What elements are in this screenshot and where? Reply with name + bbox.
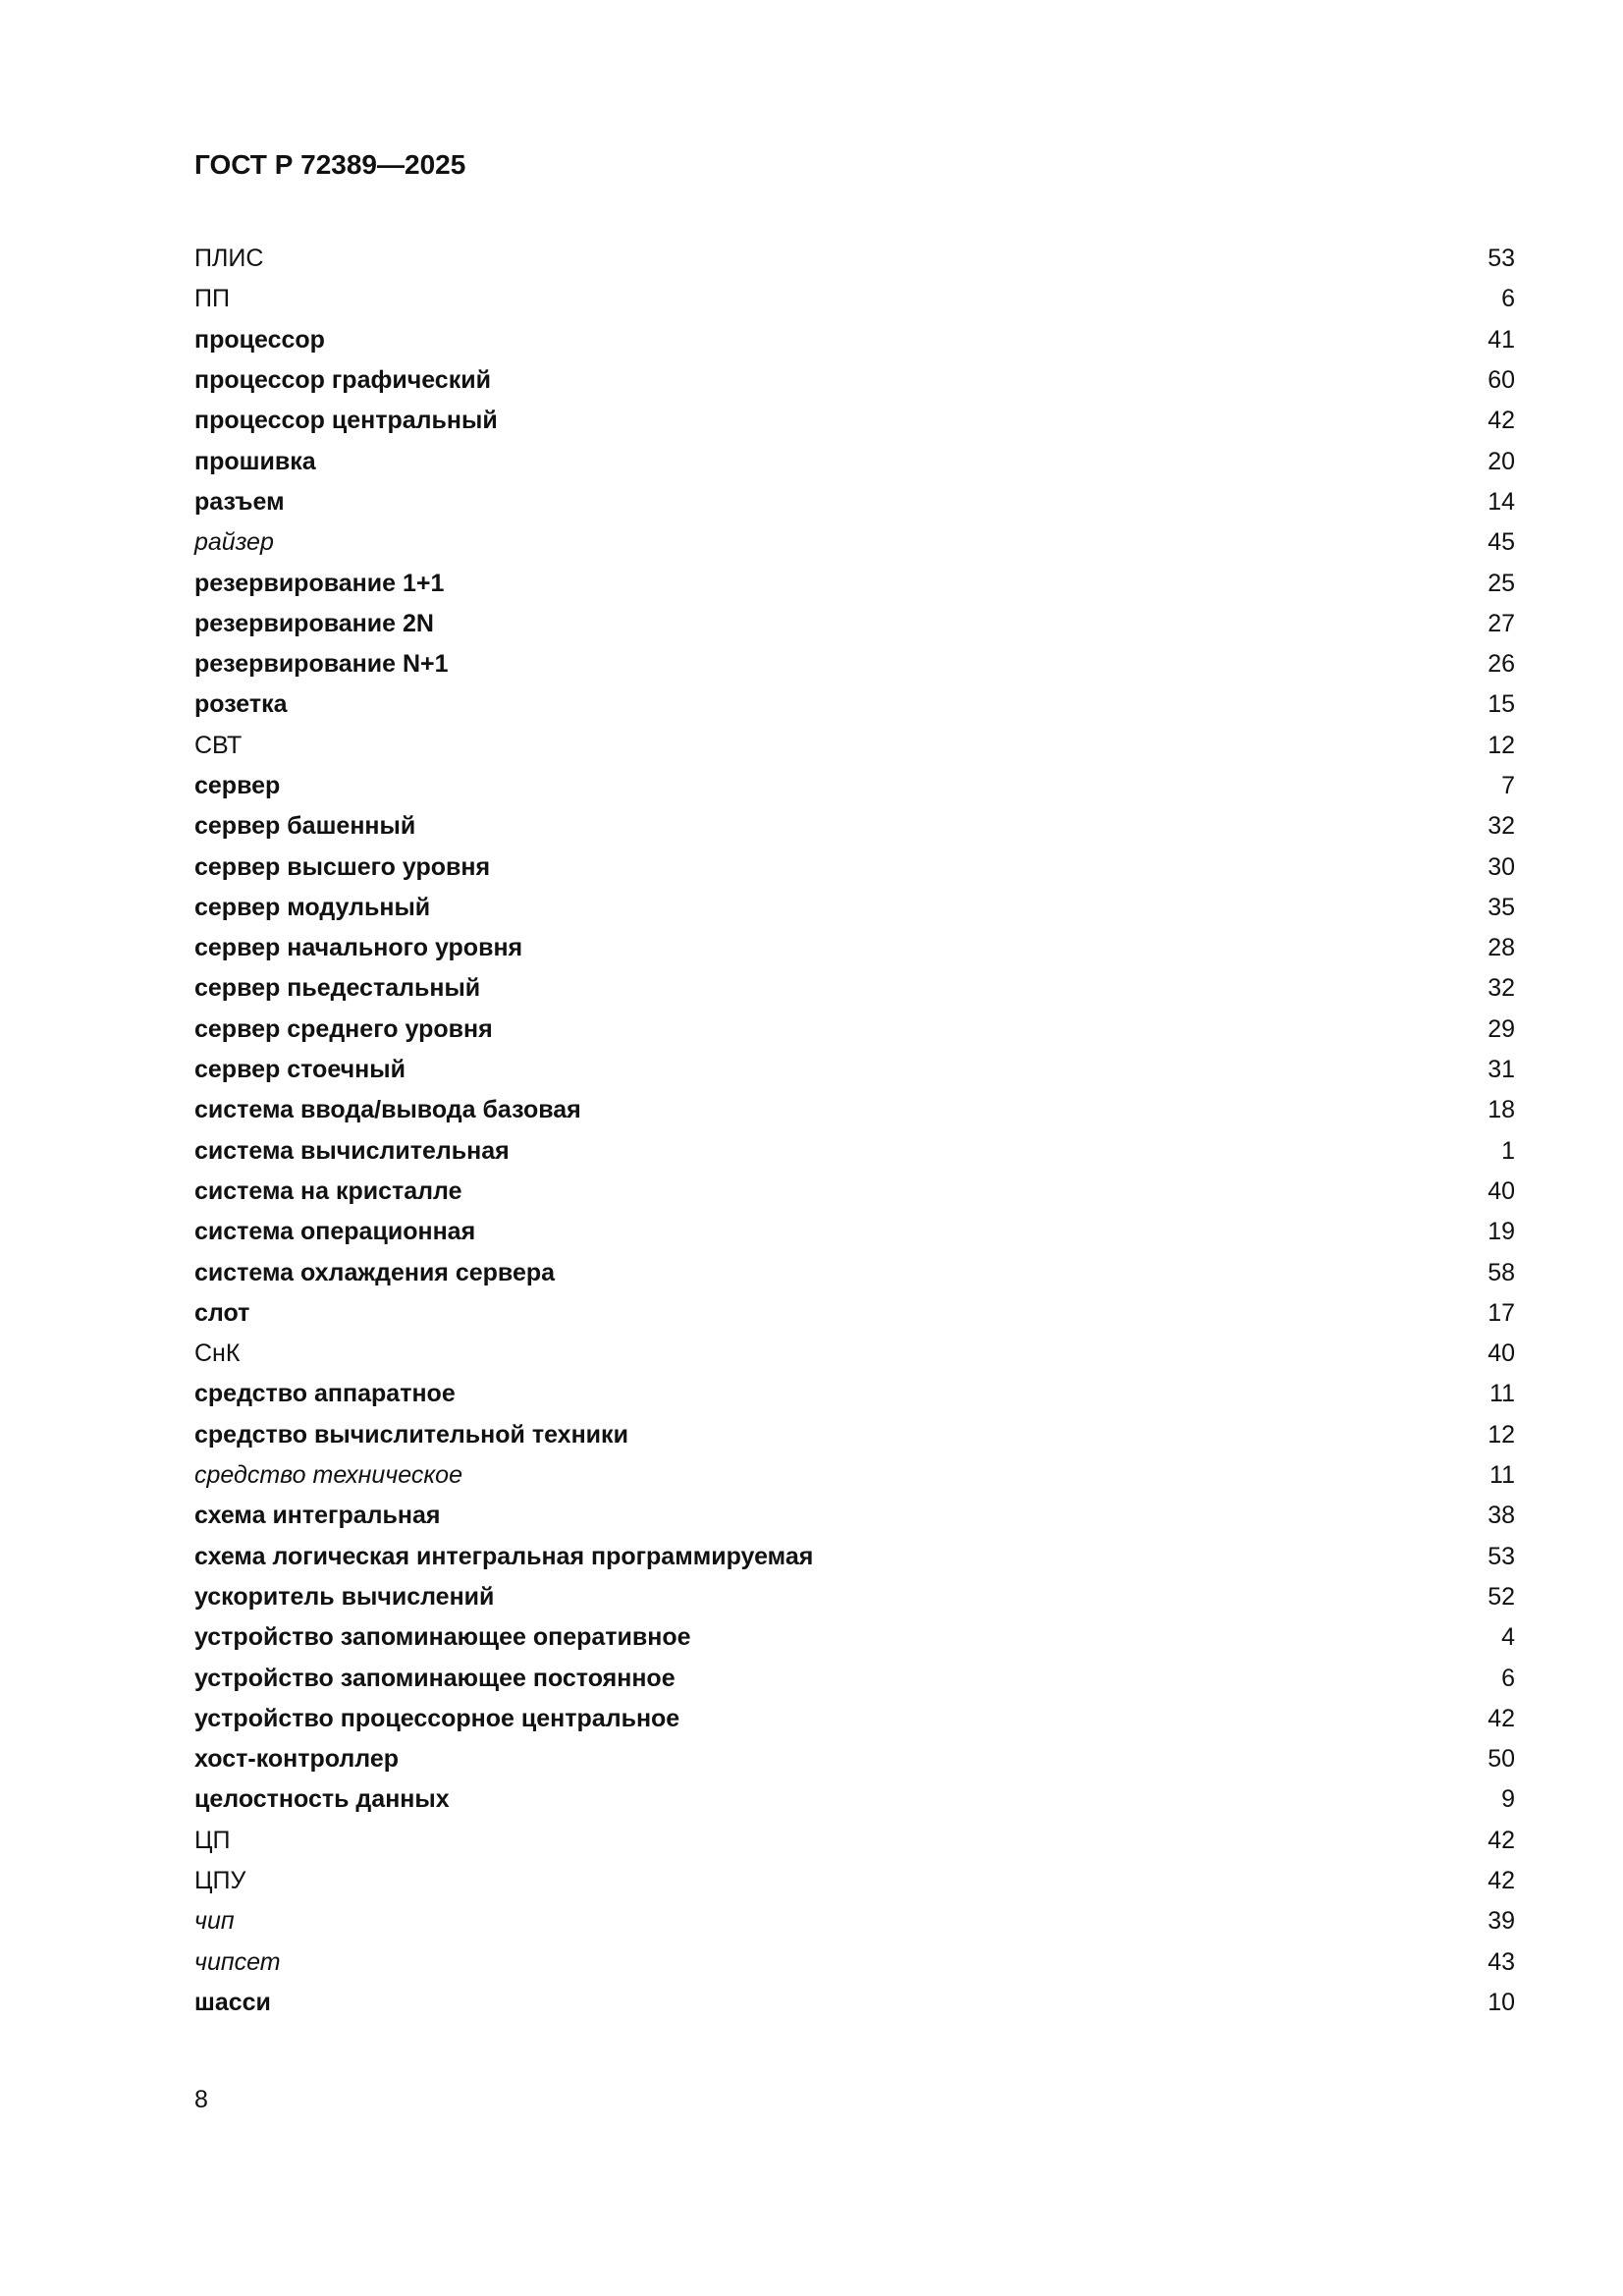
index-entry [194, 320, 1515, 360]
index-entry [194, 1455, 1515, 1496]
index-entry [194, 441, 1515, 481]
index-term: система охлаждения сервера [194, 1258, 556, 1286]
index-term: сервер пьедестальный [194, 974, 481, 1003]
index-entry [194, 1374, 1515, 1414]
index-ref-number: 19 [1488, 1218, 1515, 1246]
index-term: ЦП [194, 1826, 231, 1854]
index-term: средство техническое [194, 1461, 462, 1490]
index-ref-number: 9 [1501, 1785, 1515, 1814]
index-ref-number: 20 [1488, 447, 1515, 475]
index-term: сервер башенный [194, 812, 416, 841]
index-term: сервер начального уровня [194, 934, 523, 962]
index-ref-number: 42 [1488, 1826, 1515, 1854]
index-entry [194, 1658, 1515, 1698]
index-term: сервер [194, 772, 281, 799]
index-term: средство аппаратное [194, 1380, 456, 1408]
index-entry [194, 1010, 1515, 1050]
index-term: чип [194, 1907, 235, 1936]
index-ref-number: 26 [1488, 650, 1515, 679]
index-term: система ввода/вывода базовая [194, 1096, 581, 1124]
index-entry [194, 1779, 1515, 1820]
index-entry [194, 968, 1515, 1009]
index-ref-number: 7 [1501, 772, 1515, 799]
index-entry [194, 401, 1515, 441]
index-term: резервирование N+1 [194, 650, 449, 679]
index-ref-number: 40 [1488, 1339, 1515, 1368]
document-header: ГОСТ Р 72389—2025 [194, 149, 466, 180]
index-entry [194, 1090, 1515, 1130]
index-ref-number: 40 [1488, 1176, 1515, 1205]
index-term: СнК [194, 1339, 241, 1368]
index-term: прошивка [194, 447, 316, 475]
index-entry [194, 604, 1515, 644]
index-term: система на кристалле [194, 1176, 462, 1205]
term-index-list [194, 239, 1515, 2023]
index-entry [194, 684, 1515, 725]
index-entry [194, 928, 1515, 968]
index-entry [194, 1901, 1515, 1941]
index-term: СВТ [194, 731, 243, 759]
index-term: сервер модульный [194, 893, 431, 921]
index-ref-number: 39 [1488, 1907, 1515, 1936]
index-term: резервирование 1+1 [194, 569, 445, 597]
index-term: устройство процессорное центральное [194, 1704, 680, 1732]
index-term: ПП [194, 285, 230, 313]
index-entry [194, 1496, 1515, 1536]
index-term: разъем [194, 487, 285, 516]
index-term: хост-контроллер [194, 1745, 400, 1774]
index-ref-number: 14 [1488, 487, 1515, 516]
index-term: целостность данных [194, 1785, 450, 1814]
index-term: слот [194, 1298, 250, 1327]
index-ref-number: 32 [1488, 974, 1515, 1003]
index-ref-number: 53 [1488, 245, 1515, 273]
index-ref-number: 42 [1488, 407, 1515, 435]
index-entry [194, 888, 1515, 928]
index-ref-number: 11 [1489, 1461, 1515, 1490]
index-entry [194, 806, 1515, 847]
index-term: средство вычислительной техники [194, 1420, 628, 1449]
index-term: ускоритель вычислений [194, 1582, 495, 1611]
index-entry [194, 1821, 1515, 1861]
index-term: райзер [194, 528, 274, 557]
index-entry [194, 1617, 1515, 1658]
index-ref-number: 45 [1488, 528, 1515, 557]
index-term: процессор [194, 325, 325, 354]
index-entry [194, 1131, 1515, 1172]
index-ref-number: 4 [1501, 1623, 1515, 1652]
index-term: розетка [194, 690, 288, 719]
index-entry [194, 1212, 1515, 1252]
index-entry [194, 1699, 1515, 1739]
index-entry [194, 279, 1515, 319]
index-ref-number: 41 [1488, 325, 1515, 354]
index-entry [194, 644, 1515, 684]
index-entry [194, 1334, 1515, 1374]
index-entry [194, 1537, 1515, 1577]
index-entry [194, 1252, 1515, 1292]
index-ref-number: 28 [1488, 934, 1515, 962]
index-entry [194, 726, 1515, 766]
index-ref-number: 42 [1488, 1867, 1515, 1895]
index-ref-number: 52 [1488, 1582, 1515, 1611]
index-entry [194, 766, 1515, 806]
index-entry [194, 563, 1515, 603]
index-entry [194, 482, 1515, 522]
index-term: устройство запоминающее оперативное [194, 1623, 691, 1652]
index-ref-number: 38 [1488, 1502, 1515, 1530]
index-ref-number: 29 [1488, 1014, 1515, 1043]
index-ref-number: 31 [1488, 1056, 1515, 1084]
index-entry [194, 1050, 1515, 1090]
index-entry [194, 522, 1515, 563]
page-number: 8 [194, 2086, 208, 2113]
index-entry [194, 1293, 1515, 1334]
index-term: резервирование 2N [194, 609, 434, 637]
index-term: процессор графический [194, 366, 491, 395]
index-entry [194, 1172, 1515, 1212]
index-ref-number: 53 [1488, 1542, 1515, 1570]
index-term: схема интегральная [194, 1502, 441, 1530]
index-ref-number: 32 [1488, 812, 1515, 841]
index-ref-number: 15 [1488, 690, 1515, 719]
index-ref-number: 58 [1488, 1258, 1515, 1286]
index-ref-number: 10 [1488, 1988, 1515, 2016]
index-entry [194, 1577, 1515, 1617]
index-entry [194, 360, 1515, 401]
index-entry [194, 1983, 1515, 2023]
index-entry [194, 1415, 1515, 1455]
index-entry [194, 1739, 1515, 1779]
index-entry [194, 847, 1515, 887]
index-ref-number: 42 [1488, 1704, 1515, 1732]
index-term: сервер высшего уровня [194, 852, 491, 881]
index-term: система вычислительная [194, 1136, 510, 1165]
index-ref-number: 60 [1488, 366, 1515, 395]
index-ref-number: 6 [1501, 285, 1515, 313]
index-ref-number: 12 [1488, 1420, 1515, 1449]
index-ref-number: 27 [1488, 609, 1515, 637]
index-ref-number: 18 [1488, 1096, 1515, 1124]
index-ref-number: 1 [1501, 1136, 1515, 1165]
index-ref-number: 12 [1488, 731, 1515, 759]
index-ref-number: 50 [1488, 1745, 1515, 1774]
index-ref-number: 6 [1501, 1664, 1515, 1692]
index-term: ПЛИС [194, 245, 264, 273]
index-term: шасси [194, 1988, 271, 2016]
index-ref-number: 17 [1488, 1298, 1515, 1327]
index-term: устройство запоминающее постоянное [194, 1664, 676, 1692]
index-entry [194, 1941, 1515, 1982]
index-term: чипсет [194, 1947, 281, 1976]
index-term: сервер среднего уровня [194, 1014, 493, 1043]
index-term: система операционная [194, 1218, 476, 1246]
index-entry [194, 1861, 1515, 1901]
index-term: процессор центральный [194, 407, 498, 435]
index-term: сервер стоечный [194, 1056, 406, 1084]
index-ref-number: 11 [1489, 1380, 1515, 1408]
index-ref-number: 43 [1488, 1947, 1515, 1976]
index-term: схема логическая интегральная программируемая [194, 1542, 814, 1570]
index-ref-number: 35 [1488, 893, 1515, 921]
index-term: ЦПУ [194, 1867, 246, 1895]
index-entry [194, 239, 1515, 279]
index-ref-number: 30 [1488, 852, 1515, 881]
index-ref-number: 25 [1488, 569, 1515, 597]
